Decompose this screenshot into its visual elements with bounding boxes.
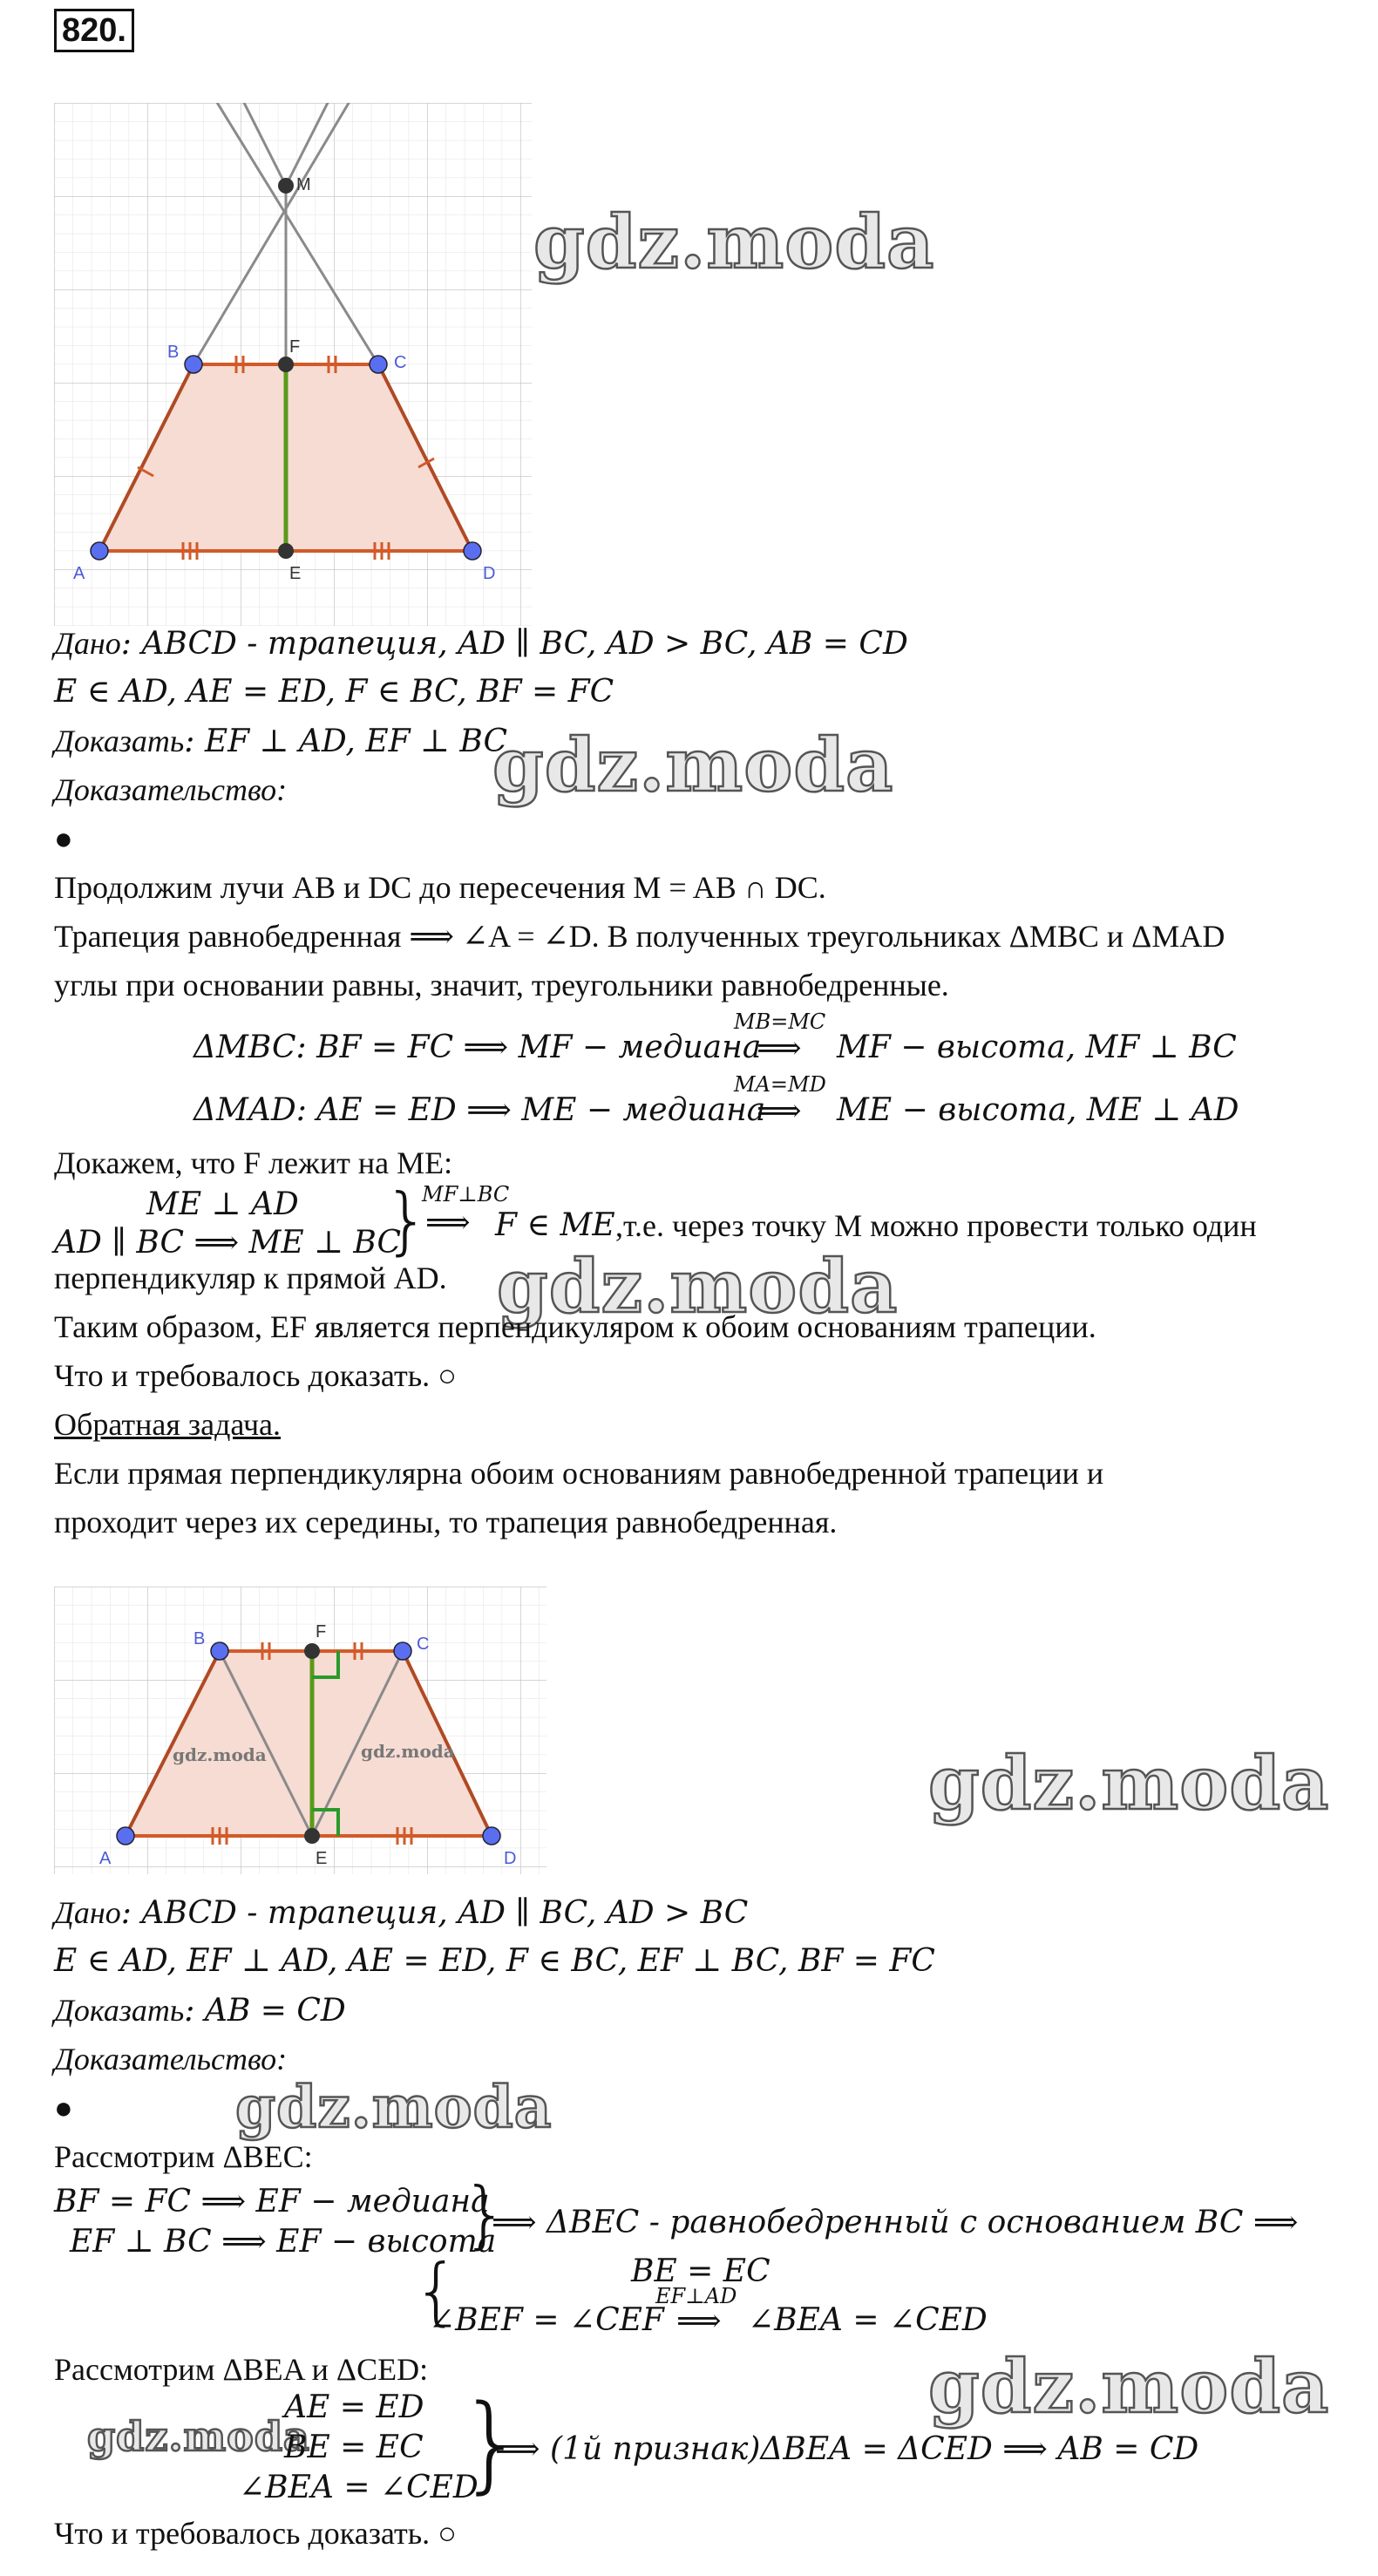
system-brace-2: } (462, 2172, 509, 2257)
label-f: F (289, 337, 301, 357)
equation-2-left: ΔMAD: AE = ED ⟹ ME − медиана (193, 1092, 766, 1128)
point-d (464, 542, 481, 560)
part2-system2-arrow: ⟹ (676, 2303, 722, 2338)
proof-line-5: перпендикуляр к прямой AD. (54, 1261, 447, 1295)
point-f (278, 357, 294, 372)
label-c-2: C (417, 1635, 430, 1654)
part2-system3-line2: BE = EC (284, 2430, 424, 2465)
qed-2: Что и требовалось доказать. ○ (54, 2516, 457, 2551)
label-d-2: D (504, 1849, 517, 1868)
system-bottom: AD ∥ BC ⟹ ME ⊥ BC (54, 1225, 402, 1261)
figure-trapezoid-1 (54, 103, 532, 626)
equation-2-arrow: ⟹ (757, 1093, 802, 1128)
label-b: B (167, 343, 180, 362)
converse-line-2: проходит через их середины, то трапеция равнобедренная. (54, 1505, 838, 1539)
equation-1-right: MF − высота, MF ⊥ BC (837, 1030, 1237, 1065)
converse-title: Обратная задача. (54, 1407, 282, 1442)
system-brace-3: { (413, 2248, 460, 2334)
qed-1: Что и требовалось доказать. ○ (54, 1358, 457, 1393)
label-a: A (73, 564, 85, 583)
point-a (91, 542, 108, 560)
part2-system3-line1: AE = ED (284, 2389, 424, 2425)
label-f-2: F (316, 1622, 327, 1641)
watermark-2: gdz.moda (492, 722, 894, 808)
point-m (278, 178, 294, 194)
watermark-3: gdz.moda (497, 1243, 899, 1329)
part2-system2-condition: EF⊥AD (655, 2284, 737, 2308)
part2-system3-result: ⟹ (1й признак)ΔBEA = ΔCED ⟹ AB = CD (495, 2431, 1199, 2467)
equation-1-left: ΔMBC: BF = FC ⟹ MF − медиана (193, 1030, 762, 1065)
system-top: ME ⊥ AD (146, 1186, 299, 1222)
small-watermark-2: gdz.moda (361, 1741, 455, 1762)
converse-line-1: Если прямая перпендикулярна обоим основаниям равнобедренной трапеции и (54, 1456, 1104, 1491)
part2-system3-line3: ∠BEA = ∠CED (239, 2470, 479, 2505)
part2-system2-bottom: ∠BEF = ∠CEF (429, 2302, 664, 2338)
prove-part2: Доказать: AB = CD (54, 1993, 346, 2029)
given-part2-2: E ∈ AD, EF ⊥ AD, AE = ED, F ∈ BC, EF ⊥ BC, BF = FC (54, 1943, 935, 1979)
part2-system1-bottom: EF ⊥ BC ⟹ EF − высота (70, 2224, 497, 2260)
point-a-2 (117, 1827, 134, 1845)
label-b-2: B (193, 1629, 206, 1648)
proof-line-2: Трапеция равнобедренная ⟹ ∠A = ∠D. В полученных треугольниках ΔMBC и ΔMAD (54, 919, 1225, 954)
given-part2-1: Дано: ABCD - трапеция, AD ∥ BC, AD > BC (54, 1895, 749, 1931)
system-condition: MF⊥BC (422, 1182, 510, 1206)
watermark-5: gdz.moda (235, 2073, 553, 2141)
bullet-1: ● (54, 821, 73, 856)
point-c (370, 356, 387, 373)
part2-system1-top: BF = FC ⟹ EF − медиана (54, 2184, 490, 2219)
part2-line-2: Рассмотрим ΔBEA и ΔCED: (54, 2352, 429, 2387)
proof-line-4: Докажем, что F лежит на ME: (54, 1145, 453, 1180)
point-e (278, 543, 294, 559)
part2-system2-top: BE = EC (631, 2253, 770, 2289)
point-f-2 (304, 1643, 320, 1659)
part2-line-1: Рассмотрим ΔBEC: (54, 2139, 313, 2174)
point-b-2 (211, 1642, 228, 1660)
equation-1-condition: MB=MC (734, 1009, 826, 1034)
label-c: C (394, 353, 407, 372)
equation-2-right: ME − высота, ME ⊥ AD (837, 1092, 1239, 1128)
prove-1: Доказать: EF ⊥ AD, EF ⊥ BC (54, 724, 507, 759)
label-m: M (296, 175, 311, 194)
proof-line-6: Таким образом, EF является перпендикуляром к обоим основаниям трапеции. (54, 1309, 1096, 1344)
point-d-2 (483, 1827, 500, 1845)
system-brace-4: } (458, 2383, 526, 2505)
small-watermark-1: gdz.moda (173, 1744, 267, 1765)
proof-label-2: Доказательство: (54, 2042, 288, 2076)
equation-1-arrow: ⟹ (757, 1030, 802, 1065)
point-c-2 (394, 1642, 411, 1660)
given-2: E ∈ AD, AE = ED, F ∈ BC, BF = FC (54, 674, 614, 710)
part2-system1-result: ⟹ ΔBEC - равнобедренный с основанием BC ⟹ (492, 2205, 1299, 2240)
system-arrow: ⟹ (425, 1205, 471, 1240)
proof-line-3: углы при основании равны, значит, треугольники равнобедренные. (54, 968, 949, 1003)
watermark-7: gdz.moda (87, 2413, 310, 2460)
point-b (185, 356, 202, 373)
label-a-2: A (99, 1849, 112, 1868)
watermark-4: gdz.moda (928, 1740, 1330, 1826)
label-e: E (289, 564, 302, 583)
given-1: Дано: ABCD - трапеция, AD ∥ BC, AD > BC, AB = CD (54, 626, 908, 662)
label-e-2: E (316, 1849, 328, 1868)
label-d: D (483, 564, 496, 583)
part2-system2-result: ∠BEA = ∠CED (748, 2302, 988, 2338)
figure-trapezoid-2 (54, 1587, 546, 1874)
bullet-2: ● (54, 2090, 73, 2125)
system-brace-1: } (384, 1178, 431, 1263)
watermark-1: gdz.moda (533, 199, 935, 285)
equation-2-condition: MA=MD (734, 1072, 826, 1097)
problem-number: 820. (54, 9, 134, 52)
proof-line-1: Продолжим лучи AB и DC до пересечения M = AB ∩ DC. (54, 870, 826, 905)
watermark-6: gdz.moda (928, 2343, 1330, 2430)
system-text: ,т.е. через точку M можно провести только один (615, 1208, 1257, 1243)
proof-label-1: Доказательство: (54, 772, 288, 807)
point-e-2 (304, 1828, 320, 1844)
system-result: F ∈ ME (495, 1207, 615, 1243)
